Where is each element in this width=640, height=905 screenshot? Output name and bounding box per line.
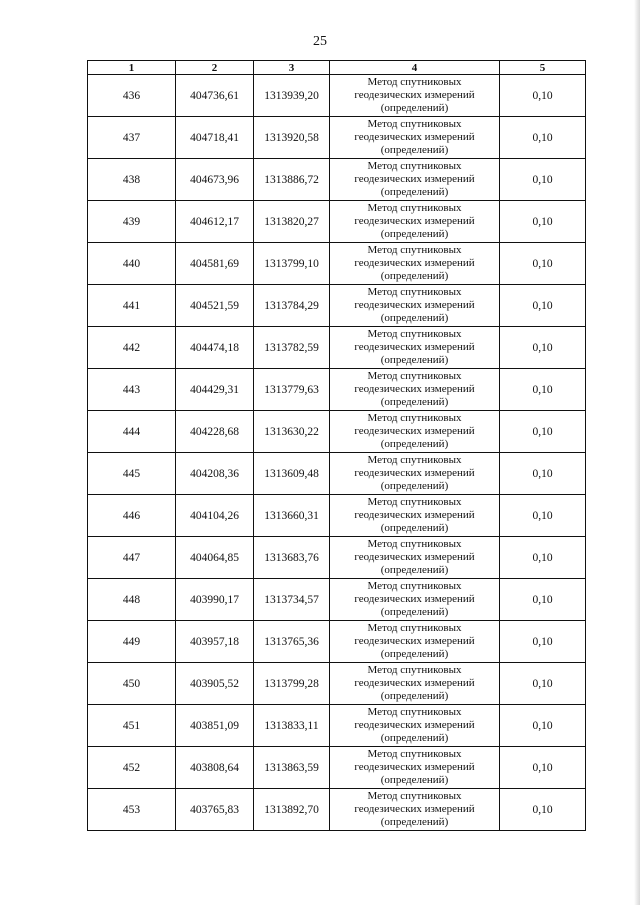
method-text-line: Метод спутниковых: [367, 286, 462, 298]
table-row: [88, 411, 586, 453]
y-coordinate-cell: 1313799,10: [254, 243, 330, 285]
method-text-line: геодезических измерений: [354, 173, 475, 185]
point-number-cell: 441: [88, 285, 176, 327]
accuracy-cell: 0,10: [500, 369, 586, 411]
table-row: [88, 201, 586, 243]
method-text-line: (определений): [380, 732, 449, 744]
x-coordinate-cell: 404064,85: [176, 537, 254, 579]
column-header-3: 3: [254, 61, 330, 75]
column-header-1: 1: [88, 61, 176, 75]
table-header-row: [88, 61, 586, 75]
method-text-line: (определений): [380, 522, 449, 534]
y-coordinate-cell: 1313782,59: [254, 327, 330, 369]
method-text-line: (определений): [380, 606, 449, 618]
y-coordinate-cell: 1313609,48: [254, 453, 330, 495]
method-text-line: Метод спутниковых: [367, 622, 462, 634]
page-number: 25: [313, 34, 327, 49]
accuracy-cell: 0,10: [500, 495, 586, 537]
method-cell: [330, 159, 500, 201]
method-text-line: геодезических измерений: [354, 719, 475, 731]
table-row: [88, 117, 586, 159]
accuracy-cell: 0,10: [500, 747, 586, 789]
table-row: [88, 159, 586, 201]
method-cell: [330, 537, 500, 579]
method-cell: [330, 495, 500, 537]
y-coordinate-cell: 1313920,58: [254, 117, 330, 159]
table-row: [88, 369, 586, 411]
method-text-line: геодезических измерений: [354, 467, 475, 479]
method-cell: [330, 621, 500, 663]
method-text-line: Метод спутниковых: [367, 118, 462, 130]
point-number-cell: 444: [88, 411, 176, 453]
method-text-line: Метод спутниковых: [367, 160, 462, 172]
method-text-line: (определений): [380, 480, 449, 492]
accuracy-cell: 0,10: [500, 663, 586, 705]
y-coordinate-cell: 1313765,36: [254, 621, 330, 663]
method-cell: [330, 663, 500, 705]
method-text-line: геодезических измерений: [354, 89, 475, 101]
accuracy-cell: 0,10: [500, 159, 586, 201]
method-cell: [330, 285, 500, 327]
method-text-line: Метод спутниковых: [367, 538, 462, 550]
method-cell: [330, 201, 500, 243]
method-text-line: Метод спутниковых: [367, 664, 462, 676]
y-coordinate-cell: 1313784,29: [254, 285, 330, 327]
method-text-line: Метод спутниковых: [367, 202, 462, 214]
method-text-line: геодезических измерений: [354, 383, 475, 395]
method-cell: [330, 705, 500, 747]
method-cell: [330, 117, 500, 159]
method-text-line: Метод спутниковых: [367, 76, 462, 88]
method-text-line: геодезических измерений: [354, 551, 475, 563]
method-text-line: Метод спутниковых: [367, 244, 462, 256]
point-number-cell: 453: [88, 789, 176, 831]
y-coordinate-cell: 1313630,22: [254, 411, 330, 453]
y-coordinate-cell: 1313660,31: [254, 495, 330, 537]
accuracy-cell: 0,10: [500, 453, 586, 495]
method-text-line: геодезических измерений: [354, 131, 475, 143]
method-text-line: (определений): [380, 774, 449, 786]
accuracy-cell: 0,10: [500, 327, 586, 369]
method-cell: [330, 747, 500, 789]
table-row: [88, 537, 586, 579]
point-number-cell: 449: [88, 621, 176, 663]
y-coordinate-cell: 1313683,76: [254, 537, 330, 579]
method-cell: [330, 243, 500, 285]
y-coordinate-cell: 1313833,11: [254, 705, 330, 747]
point-number-cell: 452: [88, 747, 176, 789]
x-coordinate-cell: 403990,17: [176, 579, 254, 621]
method-text-line: геодезических измерений: [354, 341, 475, 353]
method-cell: [330, 369, 500, 411]
method-text-line: (определений): [380, 228, 449, 240]
y-coordinate-cell: 1313734,57: [254, 579, 330, 621]
method-cell: [330, 789, 500, 831]
method-text-line: геодезических измерений: [354, 677, 475, 689]
point-number-cell: 447: [88, 537, 176, 579]
method-cell: [330, 75, 500, 117]
accuracy-cell: 0,10: [500, 705, 586, 747]
coordinates-table: [87, 60, 586, 831]
table-row: [88, 663, 586, 705]
method-text-line: Метод спутниковых: [367, 790, 462, 802]
column-header-4: 4: [330, 61, 500, 75]
method-text-line: геодезических измерений: [354, 803, 475, 815]
x-coordinate-cell: 404474,18: [176, 327, 254, 369]
method-text-line: геодезических измерений: [354, 509, 475, 521]
x-coordinate-cell: 404581,69: [176, 243, 254, 285]
method-cell: [330, 579, 500, 621]
method-text-line: Метод спутниковых: [367, 496, 462, 508]
x-coordinate-cell: 404718,41: [176, 117, 254, 159]
page-edge-shadow: [634, 0, 640, 905]
x-coordinate-cell: 403851,09: [176, 705, 254, 747]
table-row: [88, 705, 586, 747]
x-coordinate-cell: 404208,36: [176, 453, 254, 495]
method-text-line: (определений): [380, 564, 449, 576]
accuracy-cell: 0,10: [500, 75, 586, 117]
method-text-line: (определений): [380, 396, 449, 408]
method-text-line: геодезических измерений: [354, 635, 475, 647]
method-text-line: геодезических измерений: [354, 761, 475, 773]
point-number-cell: 438: [88, 159, 176, 201]
x-coordinate-cell: 404429,31: [176, 369, 254, 411]
point-number-cell: 442: [88, 327, 176, 369]
method-text-line: Метод спутниковых: [367, 706, 462, 718]
x-coordinate-cell: 403765,83: [176, 789, 254, 831]
x-coordinate-cell: 403957,18: [176, 621, 254, 663]
method-text-line: геодезических измерений: [354, 257, 475, 269]
point-number-cell: 450: [88, 663, 176, 705]
method-text-line: (определений): [380, 438, 449, 450]
table-row: [88, 327, 586, 369]
table-row: [88, 243, 586, 285]
column-header-5: 5: [500, 61, 586, 75]
column-header-2: 2: [176, 61, 254, 75]
point-number-cell: 445: [88, 453, 176, 495]
method-cell: [330, 327, 500, 369]
method-text-line: геодезических измерений: [354, 299, 475, 311]
method-text-line: Метод спутниковых: [367, 580, 462, 592]
method-text-line: (определений): [380, 270, 449, 282]
y-coordinate-cell: 1313779,63: [254, 369, 330, 411]
method-text-line: Метод спутниковых: [367, 370, 462, 382]
y-coordinate-cell: 1313939,20: [254, 75, 330, 117]
method-text-line: (определений): [380, 102, 449, 114]
table-row: [88, 495, 586, 537]
x-coordinate-cell: 403905,52: [176, 663, 254, 705]
method-text-line: (определений): [380, 144, 449, 156]
method-text-line: (определений): [380, 312, 449, 324]
point-number-cell: 451: [88, 705, 176, 747]
table-row: [88, 285, 586, 327]
accuracy-cell: 0,10: [500, 243, 586, 285]
accuracy-cell: 0,10: [500, 621, 586, 663]
x-coordinate-cell: 404521,59: [176, 285, 254, 327]
accuracy-cell: 0,10: [500, 411, 586, 453]
point-number-cell: 436: [88, 75, 176, 117]
x-coordinate-cell: 404612,17: [176, 201, 254, 243]
accuracy-cell: 0,10: [500, 789, 586, 831]
y-coordinate-cell: 1313799,28: [254, 663, 330, 705]
table-row: [88, 579, 586, 621]
accuracy-cell: 0,10: [500, 285, 586, 327]
method-text-line: (определений): [380, 186, 449, 198]
method-text-line: геодезических измерений: [354, 593, 475, 605]
method-text-line: геодезических измерений: [354, 215, 475, 227]
y-coordinate-cell: 1313863,59: [254, 747, 330, 789]
method-text-line: Метод спутниковых: [367, 412, 462, 424]
point-number-cell: 439: [88, 201, 176, 243]
x-coordinate-cell: 404228,68: [176, 411, 254, 453]
x-coordinate-cell: 404104,26: [176, 495, 254, 537]
method-text-line: Метод спутниковых: [367, 748, 462, 760]
x-coordinate-cell: 403808,64: [176, 747, 254, 789]
table-row: [88, 453, 586, 495]
method-cell: [330, 411, 500, 453]
accuracy-cell: 0,10: [500, 579, 586, 621]
method-text-line: (определений): [380, 816, 449, 828]
method-cell: [330, 453, 500, 495]
y-coordinate-cell: 1313886,72: [254, 159, 330, 201]
method-text-line: Метод спутниковых: [367, 328, 462, 340]
point-number-cell: 448: [88, 579, 176, 621]
y-coordinate-cell: 1313892,70: [254, 789, 330, 831]
y-coordinate-cell: 1313820,27: [254, 201, 330, 243]
point-number-cell: 437: [88, 117, 176, 159]
point-number-cell: 440: [88, 243, 176, 285]
table-row: [88, 747, 586, 789]
accuracy-cell: 0,10: [500, 201, 586, 243]
method-text-line: (определений): [380, 690, 449, 702]
method-text-line: геодезических измерений: [354, 425, 475, 437]
method-text-line: (определений): [380, 354, 449, 366]
table-row: [88, 75, 586, 117]
method-text-line: Метод спутниковых: [367, 454, 462, 466]
accuracy-cell: 0,10: [500, 117, 586, 159]
point-number-cell: 443: [88, 369, 176, 411]
table-row: [88, 789, 586, 831]
x-coordinate-cell: 404673,96: [176, 159, 254, 201]
method-text-line: (определений): [380, 648, 449, 660]
accuracy-cell: 0,10: [500, 537, 586, 579]
table-row: [88, 621, 586, 663]
x-coordinate-cell: 404736,61: [176, 75, 254, 117]
point-number-cell: 446: [88, 495, 176, 537]
